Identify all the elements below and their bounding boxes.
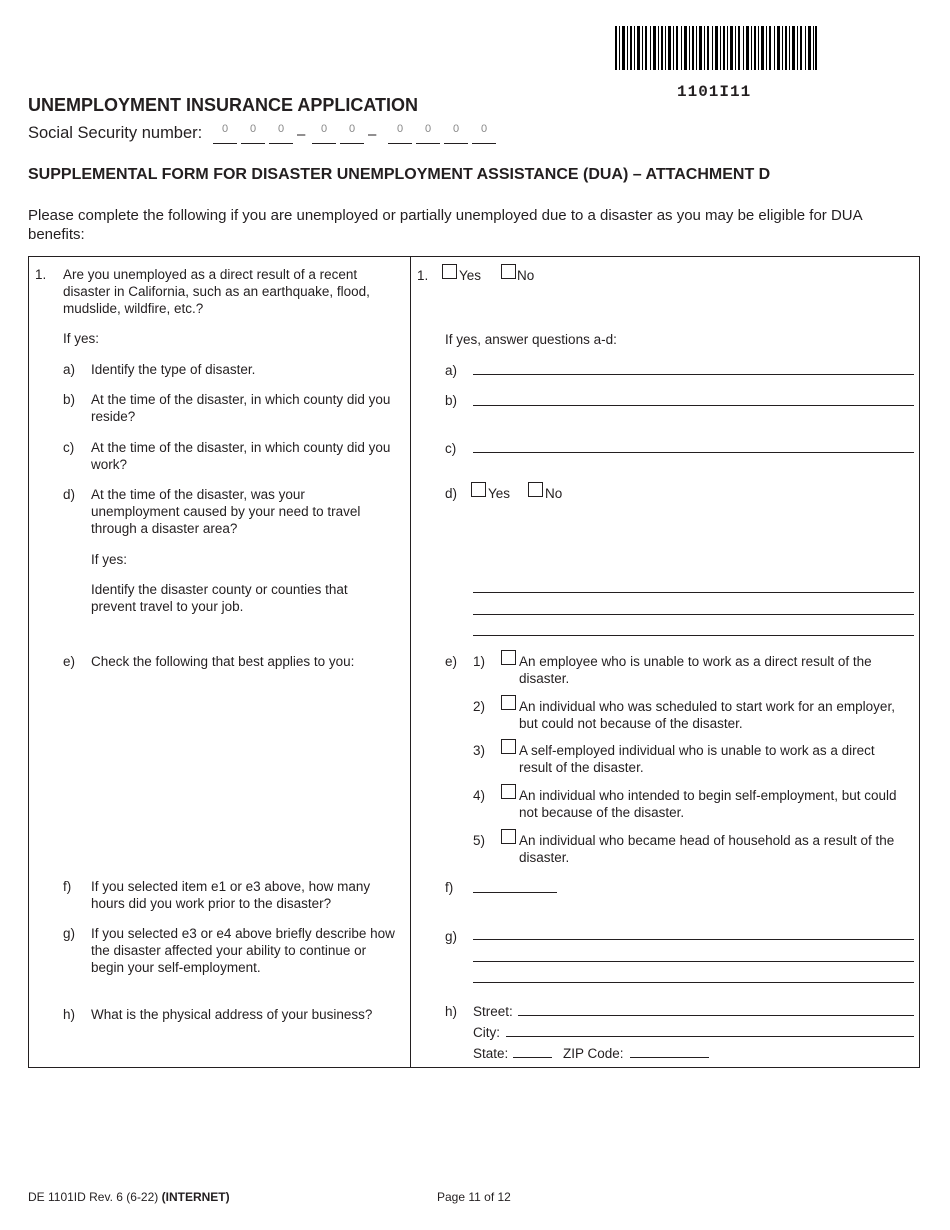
street-label: Street: [473,1004,513,1019]
q1-text: Are you unemployed as a direct result of a recent disaster in California, such as an earthquake, flood, mudslide, wildfire, etc.? [63,267,370,316]
e-option-3-number: 3) [473,743,486,758]
ssn-label: Social Security number: [28,124,203,142]
q1-yes-checkbox[interactable] [442,264,457,279]
qd-yes-checkbox[interactable] [471,482,486,497]
answer-g-label: g) [445,929,458,944]
qd-yes-label: Yes [488,486,511,501]
qc-text: At the time of the disaster, in which county did you work? [91,440,391,472]
application-title: UNEMPLOYMENT INSURANCE APPLICATION [28,95,419,115]
footer-form-id [28,1190,230,1204]
state-label: State: [473,1046,509,1061]
page-number: Page 11 of 12 [437,1190,511,1204]
qd-identify-text: Identify the disaster county or counties that prevent travel to your job. [91,582,348,614]
qa-label: a) [63,362,76,377]
answer-a-label: a) [445,363,458,378]
qc-label: c) [63,440,75,455]
ssn-digit-4[interactable]: 0 [312,122,336,144]
answer-c-label: c) [445,441,457,456]
qd-if-yes-label: If yes: [91,552,128,567]
street-field[interactable] [518,1015,914,1016]
intro-text: Please complete the following if you are unemployed or partially unemployed due to a disaster as you may be eligible for DUA benefits: [28,207,862,243]
e-option-3-checkbox[interactable] [501,739,516,754]
qa-text: Identify the type of disaster. [91,362,256,377]
qf-label: f) [63,879,72,894]
qd-no-checkbox[interactable] [528,482,543,497]
state-field[interactable] [513,1057,552,1058]
qh-label: h) [63,1007,76,1022]
q1-number: 1. [35,267,47,282]
q1-no-label: No [517,268,535,283]
e-option-1-checkbox[interactable] [501,650,516,665]
answer-instruction: If yes, answer questions a-d: [445,332,617,347]
answer-e-label: e) [445,654,458,669]
ssn-digit-8[interactable]: 0 [444,122,468,144]
e-option-2-text: An individual who was scheduled to start work for an employer, but could not because of the disaster. [519,699,895,731]
if-yes-label: If yes: [63,331,100,346]
qg-text: If you selected e3 or e4 above briefly describe how the disaster affected your ability to continue or begin your self-employment. [91,926,395,975]
ssn-digit-5[interactable]: 0 [340,122,364,144]
answer-f-label: f) [445,880,454,895]
ssn-separator: – [297,126,306,143]
city-label: City: [473,1025,500,1040]
footer-form-number: DE 1101ID Rev. 6 (6-22) [28,1190,159,1204]
footer-internet: (INTERNET) [161,1190,230,1204]
answer-1-number: 1. [417,268,429,283]
e-option-1-text: An employee who is unable to work as a direct result of the disaster. [519,654,872,686]
answer-b-line[interactable] [473,405,914,406]
zip-label: ZIP Code: [563,1046,624,1061]
column-divider [410,256,411,1068]
ssn-digit-7[interactable]: 0 [416,122,440,144]
answer-c-line[interactable] [473,452,914,453]
zip-field[interactable] [630,1057,709,1058]
q1-yes-label: Yes [459,268,482,283]
answer-d-county-line-2[interactable] [473,614,914,615]
answer-g-line-3[interactable] [473,982,914,983]
city-field[interactable] [506,1036,914,1037]
answer-d-county-line-1[interactable] [473,592,914,593]
e-option-2-number: 2) [473,699,486,714]
answer-h-label: h) [445,1004,458,1019]
qd-text: At the time of the disaster, was your unemployment caused by your need to travel through a disaster area? [91,487,361,536]
supplemental-form-title: SUPPLEMENTAL FORM FOR DISASTER UNEMPLOYMENT ASSISTANCE (DUA) – ATTACHMENT D [28,166,771,183]
answer-g-line-2[interactable] [473,961,914,962]
qf-text: If you selected item e1 or e3 above, how many hours did you work prior to the disaster? [91,879,371,911]
qg-label: g) [63,926,76,941]
ssn-separator: – [368,126,377,143]
answer-f-line[interactable] [473,892,557,893]
ssn-digit-6[interactable]: 0 [388,122,412,144]
e-option-2-checkbox[interactable] [501,695,516,710]
e-option-4-checkbox[interactable] [501,784,516,799]
e-option-4-number: 4) [473,788,486,803]
qd-label: d) [63,487,76,502]
e-option-3-text: A self-employed individual who is unable to work as a direct result of the disaster. [519,743,875,775]
q1-no-checkbox[interactable] [501,264,516,279]
e-option-5-text: An individual who became head of household as a result of the disaster. [519,833,895,865]
answer-d-county-line-3[interactable] [473,635,914,636]
ssn-digit-3[interactable]: 0 [269,122,293,144]
form-code: 1101I11 [677,83,752,101]
e-option-5-checkbox[interactable] [501,829,516,844]
barcode [615,26,817,70]
e-option-5-number: 5) [473,833,486,848]
answer-g-line-1[interactable] [473,939,914,940]
qe-label: e) [63,654,76,669]
ssn-digit-9[interactable]: 0 [472,122,496,144]
qb-text: At the time of the disaster, in which county did you reside? [91,392,391,424]
e-option-1-number: 1) [473,654,486,669]
qb-label: b) [63,392,76,407]
ssn-digit-1[interactable]: 0 [213,122,237,144]
e-option-4-text: An individual who intended to begin self-employment, but could not because of the disaster. [519,788,897,820]
qh-text: What is the physical address of your business? [91,1007,373,1022]
answer-d-label: d) [445,486,458,501]
answer-a-line[interactable] [473,374,914,375]
qe-text: Check the following that best applies to you: [91,654,355,669]
qd-no-label: No [545,486,563,501]
answer-b-label: b) [445,393,458,408]
ssn-digit-2[interactable]: 0 [241,122,265,144]
